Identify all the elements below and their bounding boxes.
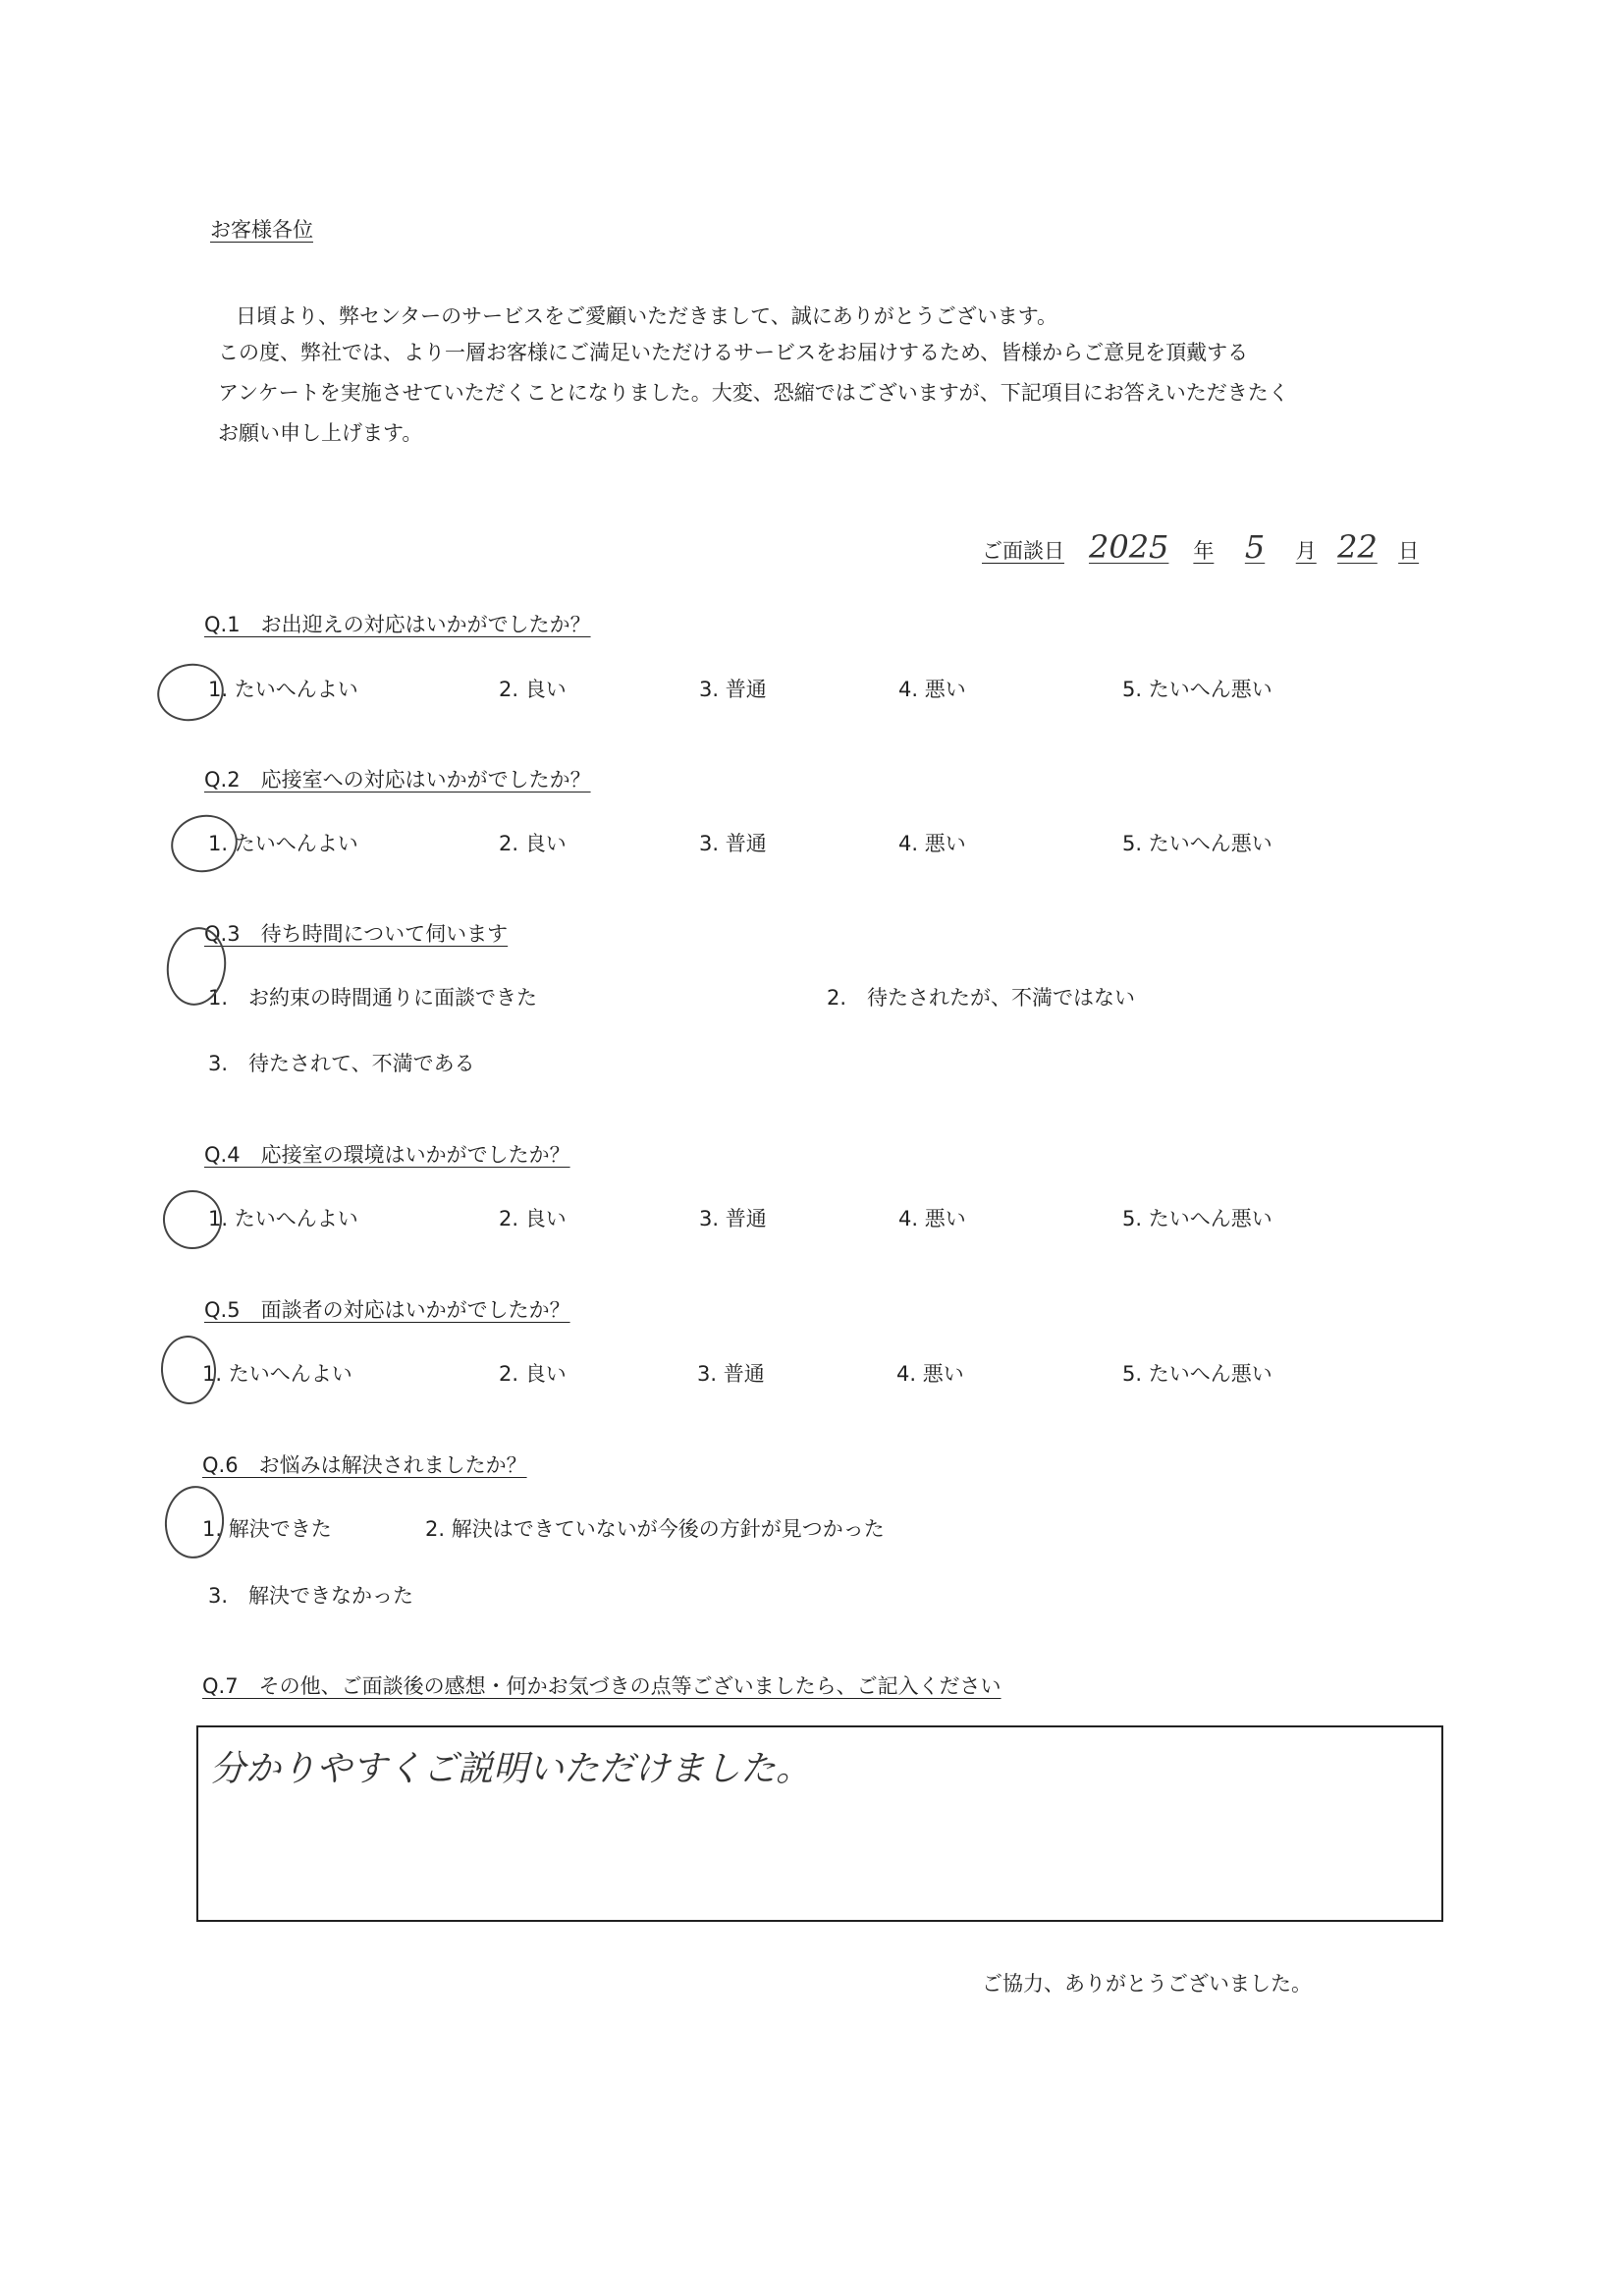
q5-selection-circle: [159, 1334, 219, 1406]
q1-option-1[interactable]: 1. たいへんよい: [208, 678, 358, 701]
q3-option-3[interactable]: 3. 待たされて、不満である: [208, 1052, 475, 1075]
q4-option-5[interactable]: 5. たいへん悪い: [1122, 1207, 1272, 1230]
q1-selection-circle: [152, 658, 230, 728]
q2-label: Q.2 応接室への対応はいかがでしたか？: [204, 768, 591, 792]
q6-option-2[interactable]: 2. 解決はできていないが今後の方針が見つかった: [425, 1517, 885, 1541]
q3-option-2[interactable]: 2. 待たされたが、不満ではない: [827, 986, 1136, 1010]
q2-option-1[interactable]: 1. たいへんよい: [208, 832, 358, 855]
q4-option-4[interactable]: 4. 悪い: [898, 1207, 966, 1230]
q6-label: Q.6 お悩みは解決されましたか？: [202, 1453, 527, 1477]
q1-option-3[interactable]: 3. 普通: [699, 678, 767, 701]
q5-option-1[interactable]: 1. たいへんよい: [202, 1362, 352, 1386]
date-day-unit: 日: [1398, 539, 1420, 563]
q4-option-1[interactable]: 1. たいへんよい: [208, 1207, 358, 1230]
q2-selection-circle: [166, 809, 243, 879]
q2-option-4[interactable]: 4. 悪い: [898, 832, 966, 855]
q6-option-3[interactable]: 3. 解決できなかった: [208, 1584, 414, 1608]
salutation: お客様各位: [210, 218, 313, 242]
q1-option-5[interactable]: 5. たいへん悪い: [1122, 678, 1272, 701]
q6-option-1[interactable]: 1. 解決できた: [202, 1517, 332, 1541]
q5-option-3[interactable]: 3. 普通: [697, 1362, 765, 1386]
q4-option-3[interactable]: 3. 普通: [699, 1207, 767, 1230]
date-day: 22: [1337, 528, 1378, 566]
q1-option-4[interactable]: 4. 悪い: [898, 678, 966, 701]
intro-line-3: アンケートを実施させていただくことになりました。大変、恐縮ではございますが、下記項目にお答えいただきたく: [218, 381, 1289, 405]
comment-box[interactable]: [196, 1725, 1443, 1922]
closing-message: ご協力、ありがとうございました。: [982, 1972, 1312, 1995]
q3-option-1[interactable]: 1. お約束の時間通りに面談できた: [208, 986, 538, 1010]
q6-selection-circle: [161, 1483, 227, 1561]
date-label: ご面談日: [982, 539, 1064, 563]
q1-label: Q.1 お出迎えの対応はいかがでしたか？: [204, 613, 591, 636]
q5-option-2[interactable]: 2. 良い: [499, 1362, 567, 1386]
q2-option-2[interactable]: 2. 良い: [499, 832, 567, 855]
date-line: [982, 528, 1419, 566]
q5-label: Q.5 面談者の対応はいかがでしたか？: [204, 1298, 570, 1322]
date-year-unit: 年: [1193, 539, 1215, 563]
q4-selection-circle: [157, 1184, 227, 1254]
q1-option-2[interactable]: 2. 良い: [499, 678, 567, 701]
intro-line-1: 日頃より、弊センターのサービスをご愛顧いただきまして、誠にありがとうございます。: [236, 304, 1058, 328]
date-year: 2025: [1088, 528, 1169, 566]
q4-option-2[interactable]: 2. 良い: [499, 1207, 567, 1230]
intro-line-2: この度、弊社では、より一層お客様にご満足いただけるサービスをお届けするため、皆様からご意見を頂戴する: [218, 341, 1249, 364]
intro-line-4: お願い申し上げます。: [218, 421, 423, 445]
q7-label: Q.7 その他、ご面談後の感想・何かお気づきの点等ございましたら、ご記入ください: [202, 1674, 1001, 1698]
q5-option-5[interactable]: 5. たいへん悪い: [1122, 1362, 1272, 1386]
q3-label: Q.3 待ち時間について伺います: [204, 922, 509, 946]
date-month-unit: 月: [1295, 539, 1317, 563]
q2-option-5[interactable]: 5. たいへん悪い: [1122, 832, 1272, 855]
comment-text: 分かりやすくご説明いただけました。: [210, 1749, 812, 1789]
q5-option-4[interactable]: 4. 悪い: [896, 1362, 964, 1386]
date-month: 5: [1244, 528, 1266, 566]
q2-option-3[interactable]: 3. 普通: [699, 832, 767, 855]
q4-label: Q.4 応接室の環境はいかがでしたか？: [204, 1143, 570, 1167]
